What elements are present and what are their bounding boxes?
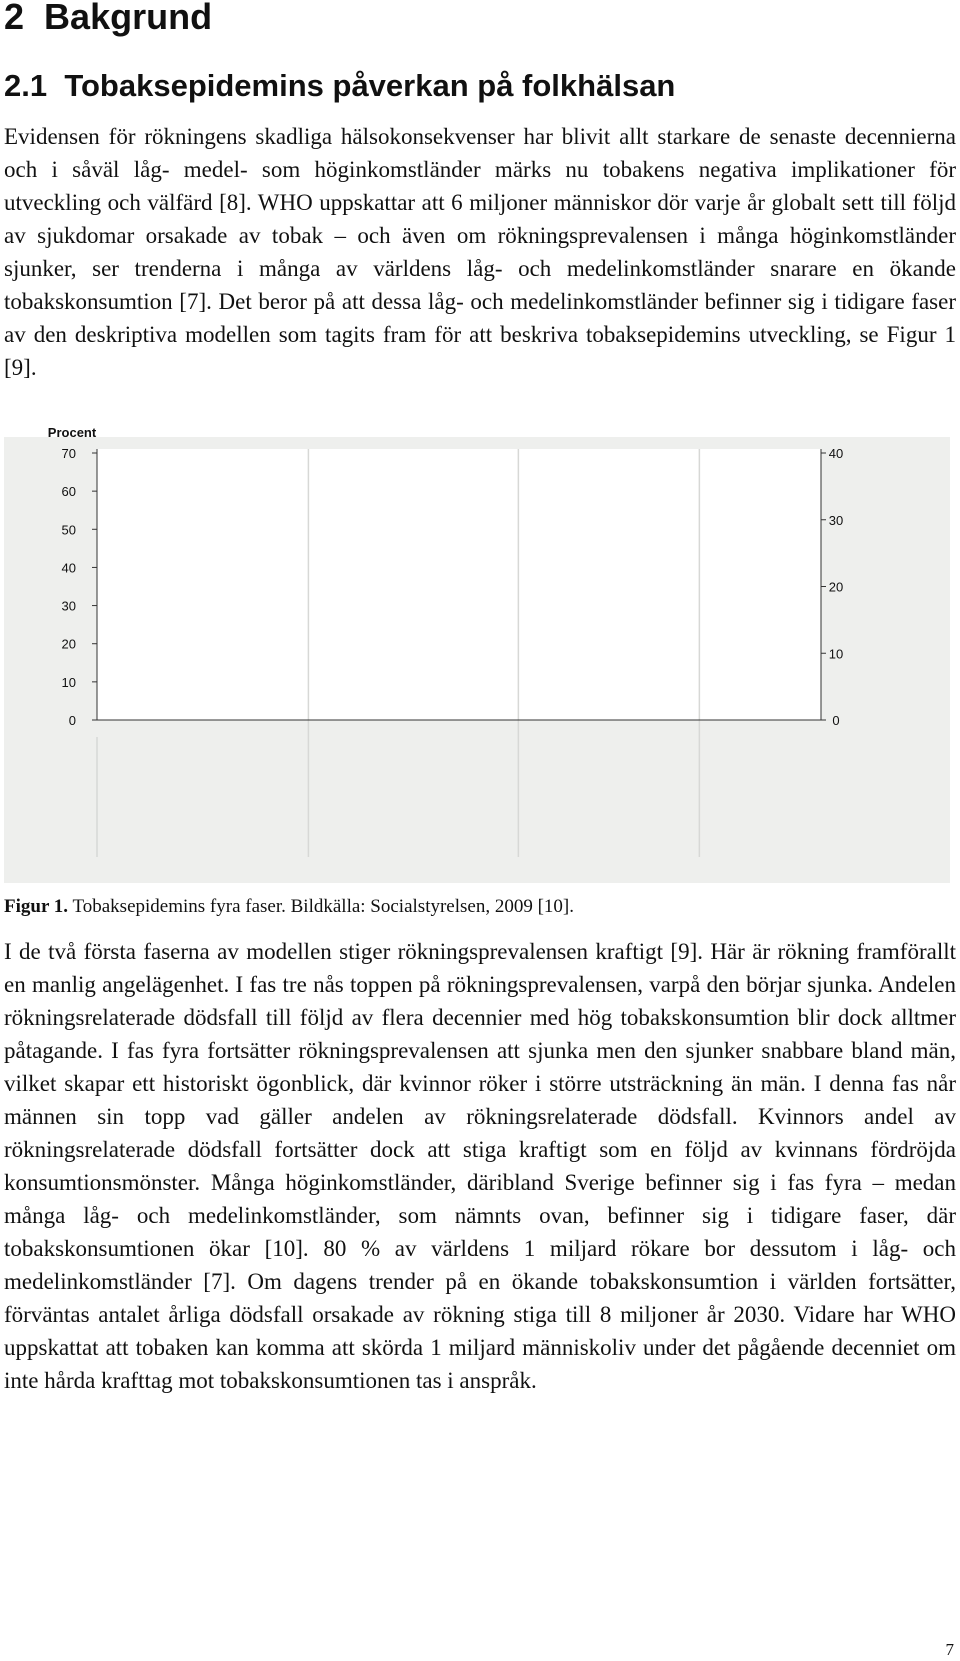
section-heading [4, 0, 212, 38]
page-number: 7 [945, 1640, 954, 1659]
tobacco-epidemic-chart [4, 425, 950, 883]
plot-area [97, 449, 821, 720]
left-tick-label: 70 [61, 446, 76, 461]
caption-text: Tobaksepidemins fyra faser. Bildkälla: Socialstyrelsen, 2009 [10]. [72, 896, 574, 917]
paragraph-intro: Evidensen för rökningens skadliga hälsokonsekvenser har blivit allt starkare de senaste decennierna och i såväl låg- medel- som höginkomstländer märks nu tobakens negativa implikationer för utveckling och välfärd [8]. WHO uppskattar att 6 miljoner människor dör varje år globalt sett till följd av sjukdomar orsakade av tobak – och även om rökningsprevalensen i många höginkomstländer sjunker, ser trenderna i många av världens låg- och medelinkomstländer snarare en ökande tobakskonsumtion [7]. Det beror på att dessa låg- och medelinkomstländer befinner sig i tidigare faser av den deskriptiva modellen som tagits fram för att beskriva tobaksepidemins utveckling, se Figur 1 [9]. [4, 124, 956, 380]
subsection-number: 2.1 [4, 68, 48, 103]
subsection-title: Tobaksepidemins påverkan på folkhälsan [64, 68, 676, 103]
paragraph-phases: I de två första faserna av modellen stiger rökningsprevalensen kraftigt [9]. Här är rökning framförallt en manlig angelägenhet. I fas tre nås toppen på rökningsprevalensen, varpå den börjar sjunka. Andelen rökningsrelaterade dödsfall till följd av flera decennier med hög tobakskonsumtion blir dock alltmer påtagande. I fas fyra fortsätter rökningsprevalensen att sjunka men den sjunker snabbare bland män, vilket skapar ett historiskt ögonblick, där kvinnor röker i större utsträckning än män. I denna fas når männen sin topp vad gäller andelen av rökningsrelaterade dödsfall. Kvinnors andel av rökningsrelaterade dödsfall fortsätter dock att stiga kraftigt som en följd av kvinnans fördröjda konsumtionsmönster. Många höginkomstländer, däribland Sverige befinner sig i fas fyra – medan många låg- och medelinkomstländer, som nämnts ovan, befinner sig i tidigare faser, där tobakskonsumtionen ökar [10]. 80 % av världens 1 miljard rökare bor dessutom i låg- och medelinkomstländer [7]. Om dagens trender på en ökande tobakskonsumtion i världen fortsätter, förväntas antalet årliga dödsfall orsakade av rökning stiga till 8 miljoner år 2030. Vidare har WHO uppskattat att tobaken kan komma att skörda 1 miljard människoliv under det pågående decenniet om inte hårda krafttag mot tobakskonsumtionen tas i anspråk. [4, 939, 956, 1393]
left-tick-label: 40 [61, 560, 76, 576]
left-tick-label: 20 [61, 636, 76, 652]
subsection-heading [4, 68, 675, 104]
left-tick-label: 0 [68, 713, 76, 728]
section-number: 2 [4, 0, 25, 37]
left-tick-label: 60 [61, 484, 76, 500]
right-tick-label: 30 [828, 512, 844, 528]
left-tick-label: 50 [61, 522, 76, 538]
right-tick-label: 40 [828, 446, 844, 461]
right-tick-label: 10 [828, 646, 844, 662]
right-tick-label: 20 [828, 579, 844, 595]
right-tick-label: 0 [832, 713, 840, 728]
left-tick-label: 30 [61, 598, 76, 614]
caption-label: Figur 1. [4, 896, 69, 917]
section-title: Bakgrund [44, 0, 213, 37]
left-tick-label: 10 [61, 674, 76, 690]
figure-caption [4, 896, 574, 918]
left-axis-title: Procent [47, 425, 97, 440]
